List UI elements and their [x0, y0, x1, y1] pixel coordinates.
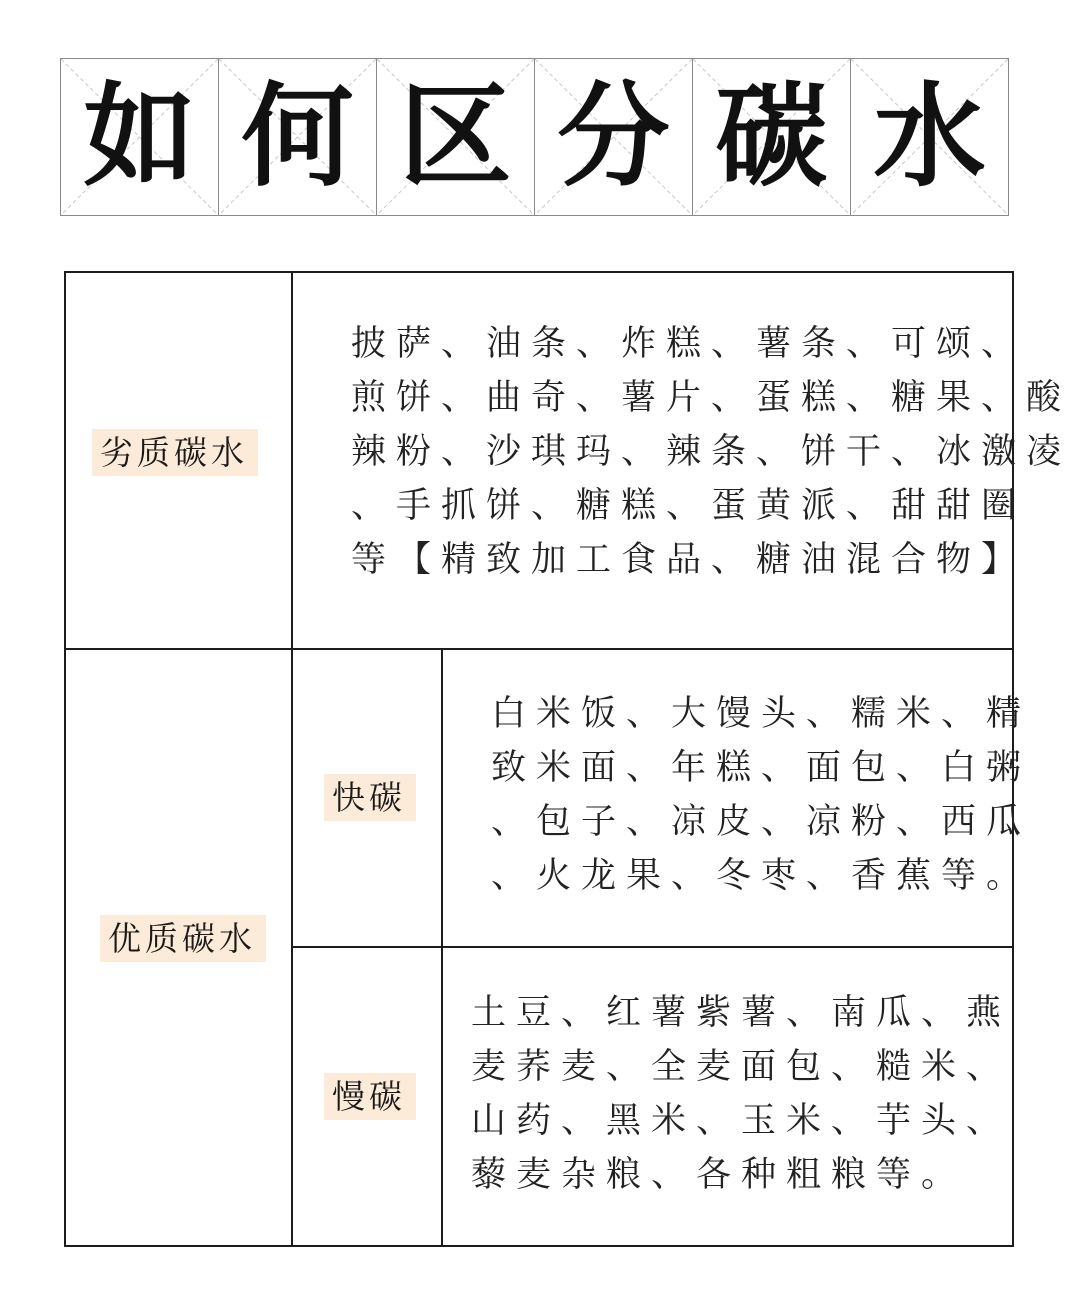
title-char: 水 [873, 72, 986, 202]
good-carbs-label [100, 919, 266, 958]
title-cell [692, 58, 851, 216]
title-char: 何 [241, 72, 354, 202]
table-divider-horizontal [66, 648, 1012, 650]
slow-carbs-label-text: 慢碳 [324, 1073, 416, 1120]
title-char: 分 [557, 72, 670, 202]
list-line: 麦荞麦、全麦面包、糙米、 [471, 1047, 1012, 1087]
table-divider-vertical [291, 273, 293, 1245]
fast-carbs-label-text: 快碳 [324, 774, 416, 821]
title-cell [534, 58, 693, 216]
title-char: 碳 [715, 72, 828, 202]
list-line: 山药、黑米、玉米、芋头、 [471, 1101, 1012, 1141]
table-divider-horizontal [291, 946, 1012, 948]
list-line: 白米饭、大馒头、糯米、精 [491, 694, 1032, 734]
slow-carbs-list [471, 986, 1011, 1202]
title-cell [376, 58, 535, 216]
bad-carbs-label-text: 劣质碳水 [92, 429, 258, 476]
slow-carbs-label [324, 1077, 416, 1116]
list-line: 土豆、红薯紫薯、南瓜、燕 [471, 993, 1012, 1033]
list-line: 披萨、油条、炸糕、薯条、可颂、 [351, 324, 1027, 364]
title-cell [218, 58, 377, 216]
fast-carbs-list [491, 687, 1031, 903]
title-cell [60, 58, 219, 216]
list-line: 、火龙果、冬枣、香蕉等。 [491, 856, 1032, 896]
title-char: 区 [399, 72, 512, 202]
title-cell [850, 58, 1009, 216]
list-line: 辣粉、沙琪玛、辣条、饼干、冰激凌 [351, 432, 1072, 472]
list-line: 藜麦杂粮、各种粗粮等。 [471, 1155, 967, 1195]
list-line: 、手抓饼、糖糕、蛋黄派、甜甜圈 [351, 486, 1027, 526]
list-line: 等【精致加工食品、糖油混合物】 [351, 540, 1027, 580]
good-carbs-label-text: 优质碳水 [100, 915, 266, 962]
list-line: 煎饼、曲奇、薯片、蛋糕、糖果、酸 [351, 378, 1072, 418]
bad-carbs-list [351, 317, 1071, 587]
bad-carbs-label [92, 433, 258, 472]
list-line: 、包子、凉皮、凉粉、西瓜 [491, 802, 1032, 842]
title-char: 如 [83, 72, 196, 202]
list-line: 致米面、年糕、面包、白粥 [491, 748, 1032, 788]
title-grid [60, 58, 1018, 218]
carb-table [64, 271, 1072, 1247]
fast-carbs-label [324, 778, 416, 817]
